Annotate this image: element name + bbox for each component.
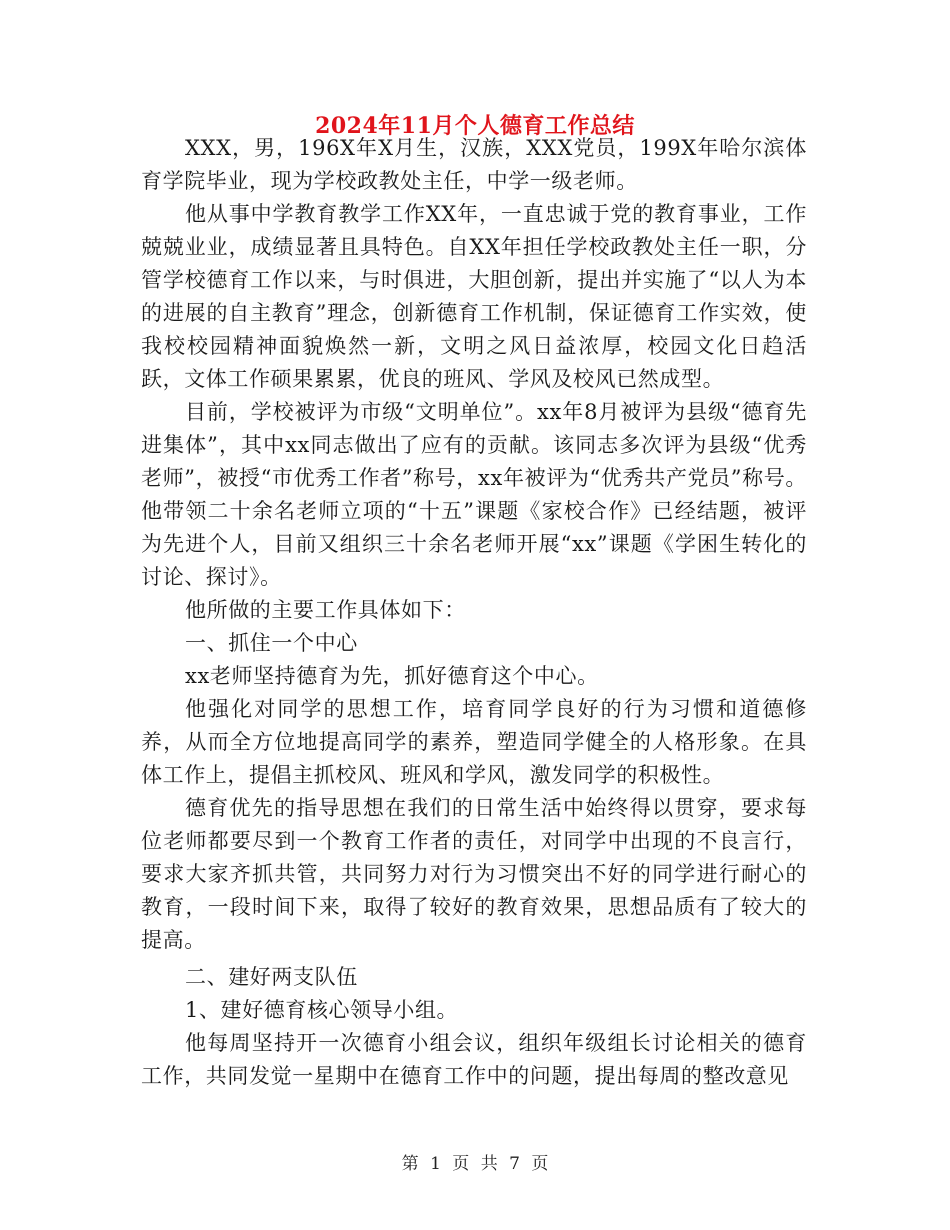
- paragraph-work-intro: 他所做的主要工作具体如下：: [185, 598, 466, 622]
- paragraph-moral-center: xx老师坚持德育为先，抓好德育这个中心。: [185, 664, 599, 688]
- paragraph-career: 他从事中学教育教学工作XX年，一直忠诚于党的教育事业，工作兢兢业业，成绩显著且具特色。自XX年担任学校政教处主任一职，分管学校德育工作以来，与时俱进，大胆创新，提出并实施了“以人为本的进展的自主教育”理念，创新德育工作机制，保证德育工作实效，使我校校园精神面貌焕然一新，文明之风日益浓厚，校园文化日趋活跃，文体工作硕果累累，优良的班风、学风及校风已然成型。: [141, 202, 807, 391]
- paragraph-honors: 目前，学校被评为市级“文明单位”。xx年8月被评为县级“德育先进集体”，其中xx同志做出了应有的贡献。该同志多次评为县级“优秀老师”，被授“市优秀工作者”称号，xx年被评为“优秀共产党员”称号。他带领二十余名老师立项的“十五”课题《家校合作》已经结题，被评为先进个人，目前又组织三十余名老师开展“xx”课题《学困生转化的讨论、探讨》。: [141, 400, 807, 589]
- paragraph-weekly-meeting: 他每周坚持开一次德育小组会议，组织年级组长讨论相关的德育工作，共同发觉一星期中在德育工作中的问题，提出每周的整改意见: [141, 1031, 807, 1088]
- paragraph-moral-priority: 德育优先的指导思想在我们的日常生活中始终得以贯穿，要求每位老师都要尽到一个教育工作者的责任，对同学中出现的不良言行，要求大家齐抓共管，共同努力对行为习惯突出不好的同学进行耐心的教育，一段时间下来，取得了较好的教育效果，思想品质有了较大的提高。: [141, 796, 807, 952]
- paragraph-thought-work: 他强化对同学的思想工作，培育同学良好的行为习惯和道德修养，从而全方位地提高同学的素养，塑造同学健全的人格形象。在具体工作上，提倡主抓校风、班风和学风，激发同学的积极性。: [141, 697, 807, 787]
- document-body: [141, 132, 807, 1093]
- paragraph-profile: XXX，男，196X年X月生，汉族，XXX党员，199X年哈尔滨体育学院毕业，现为学校政教处主任，中学一级老师。: [141, 136, 807, 193]
- section-heading-two: 二、建好两支队伍: [185, 965, 358, 989]
- document-title: 2024年11月个人德育工作总结: [315, 113, 635, 139]
- subsection-heading-one: 1、建好德育核心领导小组。: [185, 998, 459, 1022]
- section-heading-one: 一、抓住一个中心: [185, 631, 358, 655]
- page-footer: 第 1 页 共 7 页: [401, 1154, 549, 1174]
